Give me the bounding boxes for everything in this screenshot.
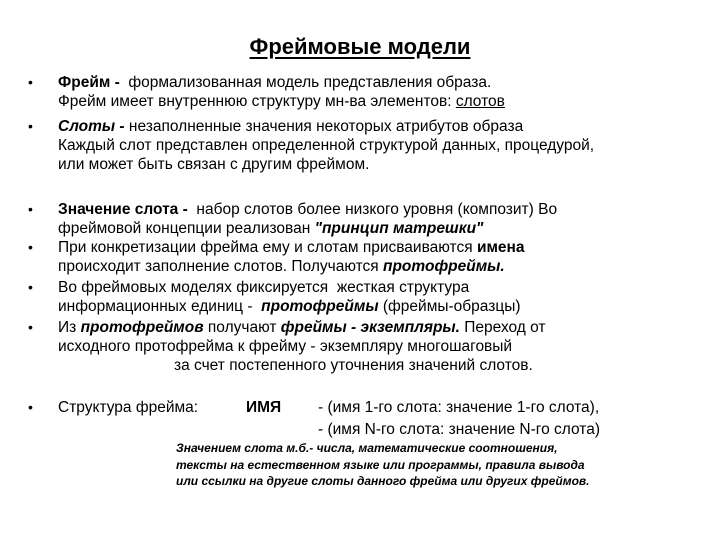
concretization-line2: происходит заполнение слотов. Получаются <box>58 258 379 275</box>
frame-definition <box>58 73 708 111</box>
bullet: • <box>28 279 33 295</box>
slot-value-note <box>176 440 696 490</box>
protoframes-term: протофреймы <box>261 298 379 315</box>
concretization <box>58 238 708 276</box>
instances-line3: за счет постепенного уточнения значений слотов. <box>174 357 533 374</box>
slots-line2: Каждый слот представлен определенной структурой данных, процедурой, <box>58 137 595 154</box>
frame-models-line1: Во фреймовых моделях фиксируется <box>58 279 329 296</box>
protoframes-term: протофреймов <box>80 319 204 336</box>
rigid-structure: жесткая структура <box>336 279 470 296</box>
slot-last: - (имя N-го слота: значение N-го слота) <box>318 421 600 438</box>
instances-line2: исходного протофрейма к фрейму - экземпляру многошаговый <box>58 338 513 355</box>
bullet: • <box>28 74 33 90</box>
frame-models <box>58 278 708 316</box>
bullet: • <box>28 319 33 335</box>
slot-value-italic: Во <box>538 201 558 218</box>
bullet: • <box>28 399 33 415</box>
note-line2: тексты на естественном языке или программы, правила вывода <box>176 457 585 472</box>
slot-value-definition <box>58 200 708 238</box>
slots-line3: или может быть связан с другим фреймом. <box>58 156 370 173</box>
bullet: • <box>28 201 33 217</box>
structure-label: Структура фрейма: <box>58 399 199 416</box>
slots-link-text: слотов <box>455 93 505 110</box>
frame-structure-text: Фрейм имеет внутреннюю структуру мн-ва элементов: <box>58 93 452 110</box>
concretization-line1: При конкретизации фрейма ему и слотам присваиваются <box>58 239 473 256</box>
bullet: • <box>28 239 33 255</box>
names-term: имена <box>476 239 525 256</box>
slots-term: Слоты - <box>58 118 125 135</box>
note-line1: Значением слота м.б.- числа, математические соотношения, <box>176 441 558 455</box>
frame-definition-text: формализованная модель представления образа. <box>128 74 492 91</box>
slot-value-text: набор слотов более низкого уровня (композит) <box>196 201 534 218</box>
frame-term: Фрейм - <box>58 74 120 91</box>
slots-definition <box>58 117 708 174</box>
instances-mid: получают <box>207 319 277 336</box>
frame-models-line2: информационных единиц - <box>58 298 253 315</box>
instances-suffix: Переход от <box>464 319 546 336</box>
instances-prefix: Из <box>58 319 77 336</box>
frame-instances-term: фреймы - экземпляры. <box>280 319 460 336</box>
slots-definition-text: незаполненные значения некоторых атрибутов образа <box>128 118 524 135</box>
slot-value-line2: фреймовой концепции реализован <box>58 220 311 237</box>
slot-value-term: Значение слота - <box>58 201 188 218</box>
protoframes-term: протофреймы. <box>383 258 505 275</box>
frame-samples: (фреймы-образцы) <box>382 298 521 315</box>
matryoshka-principle: "принцип матрешки" <box>314 220 484 237</box>
slot-first: - (имя 1-го слота: значение 1-го слота), <box>318 399 600 416</box>
bullet: • <box>28 118 33 134</box>
page-title: Фреймовые модели <box>249 34 471 59</box>
frame-instances <box>58 318 708 375</box>
frame-name: ИМЯ <box>246 399 282 416</box>
note-line3: или ссылки на другие слоты данного фрейма или других фреймов. <box>176 474 590 488</box>
